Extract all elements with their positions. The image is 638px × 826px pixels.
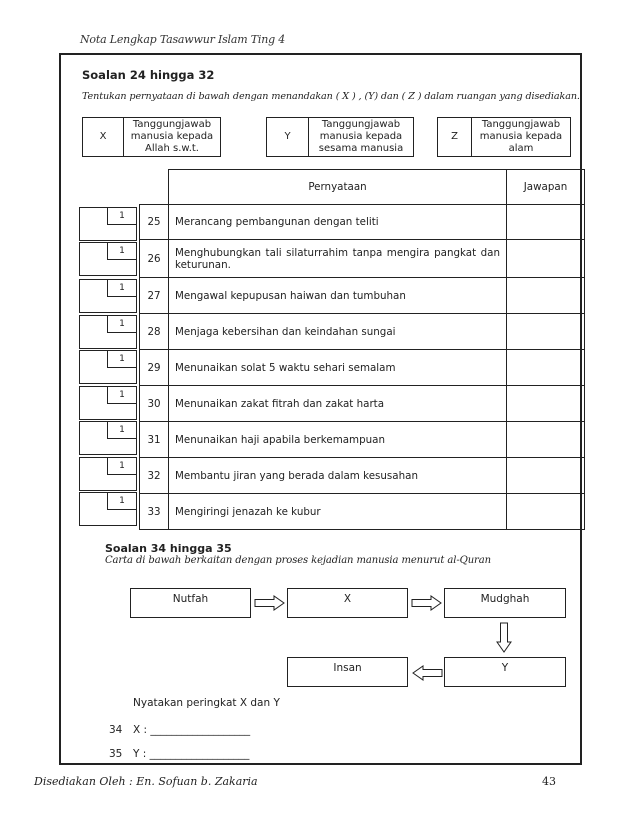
row-statement: Menunaikan haji apabila berkemampuan (169, 422, 507, 458)
legend-key-z: Z (437, 117, 472, 157)
table-row (140, 278, 585, 314)
mark-value: 1 (107, 242, 136, 260)
mark-value: 1 (107, 350, 136, 368)
section1-instruction: Tentukan pernyataan di bawah dengan menandakan ( X ) , (Y) dan ( Z ) dalam ruangan yang disediakan. (82, 91, 580, 102)
mark-box (79, 315, 137, 349)
section2-subtitle: Carta di bawah berkaitan dengan proses kejadian manusia menurut al-Quran (105, 555, 491, 566)
row-number: 33 (140, 494, 169, 530)
row-statement: Menjaga kebersihan dan keindahan sungai (169, 314, 507, 350)
row-number: 28 (140, 314, 169, 350)
answer-cell[interactable] (507, 240, 585, 278)
row-statement: Menunaikan solat 5 waktu sehari semalam (169, 350, 507, 386)
mark-box (79, 386, 137, 420)
answer-cell[interactable] (507, 458, 585, 494)
row-statement: Merancang pembangunan dengan teliti (169, 205, 507, 240)
table-row (140, 422, 585, 458)
arrow-right-icon (254, 595, 286, 611)
answer-cell[interactable] (507, 386, 585, 422)
flow-box-y: Y (444, 657, 566, 687)
row-number: 25 (140, 205, 169, 240)
arrow-down-icon (496, 622, 512, 654)
answer-cell[interactable] (507, 278, 585, 314)
statement-table (139, 169, 585, 530)
mark-box (79, 492, 137, 526)
page-number: 43 (542, 775, 556, 788)
mark-value: 1 (107, 457, 136, 475)
footer-author: Disediakan Oleh : En. Sofuan b. Zakaria (34, 775, 258, 788)
table-row (140, 205, 585, 240)
mark-value: 1 (107, 315, 136, 333)
legend-text-z: Tanggungjawab manusia kepada alam (471, 117, 571, 157)
mark-box (79, 279, 137, 313)
arrow-right-icon (411, 595, 443, 611)
table-row (140, 240, 585, 278)
row-statement: Mengawal kepupusan haiwan dan tumbuhan (169, 278, 507, 314)
answer-cell[interactable] (507, 422, 585, 458)
page-header-title: Nota Lengkap Tasawwur Islam Ting 4 (80, 33, 286, 46)
mark-value: 1 (107, 207, 136, 225)
flow-box-nutfah: Nutfah (130, 588, 251, 618)
question-prompt: Nyatakan peringkat X dan Y (133, 697, 280, 709)
row-number: 27 (140, 278, 169, 314)
row-statement: Menghubungkan tali silaturrahim tanpa mengira pangkat dan keturunan. (169, 240, 507, 278)
mark-value: 1 (107, 421, 136, 439)
section1-title: Soalan 24 hingga 32 (82, 68, 215, 82)
row-statement: Mengiringi jenazah ke kubur (169, 494, 507, 530)
table-row (140, 494, 585, 530)
row-statement: Menunaikan zakat fitrah dan zakat harta (169, 386, 507, 422)
table-header-row (140, 170, 585, 205)
section2-title: Soalan 34 hingga 35 (105, 542, 232, 555)
answer-cell[interactable] (507, 205, 585, 240)
mark-value: 1 (107, 492, 136, 510)
mark-box (79, 207, 137, 241)
answer-cell[interactable] (507, 350, 585, 386)
mark-box (79, 421, 137, 455)
flow-box-mudghah: Mudghah (444, 588, 566, 618)
row-number: 32 (140, 458, 169, 494)
question-34-answer-line[interactable]: X : ___________________ (133, 724, 251, 736)
legend-key-x: X (82, 117, 124, 157)
row-number: 31 (140, 422, 169, 458)
answer-cell[interactable] (507, 314, 585, 350)
row-number: 29 (140, 350, 169, 386)
question-number: 34 (109, 724, 123, 736)
flow-box-x: X (287, 588, 408, 618)
question-35-answer-line[interactable]: Y : ___________________ (133, 748, 250, 760)
legend-key-y: Y (266, 117, 309, 157)
mark-box (79, 457, 137, 491)
mark-value: 1 (107, 279, 136, 297)
row-number: 30 (140, 386, 169, 422)
row-number: 26 (140, 240, 169, 278)
row-statement: Membantu jiran yang berada dalam kesusahan (169, 458, 507, 494)
legend-text-x: Tanggungjawab manusia kepada Allah s.w.t. (123, 117, 221, 157)
mark-value: 1 (107, 386, 136, 404)
mark-box (79, 242, 137, 276)
flow-box-insan: Insan (287, 657, 408, 687)
header-statement: Pernyataan (169, 170, 507, 205)
table-row (140, 314, 585, 350)
legend-text-y: Tanggungjawab manusia kepada sesama manusia (308, 117, 414, 157)
table-row (140, 458, 585, 494)
header-answer: Jawapan (507, 170, 585, 205)
answer-cell[interactable] (507, 494, 585, 530)
mark-box (79, 350, 137, 384)
question-number: 35 (109, 748, 123, 760)
table-row (140, 350, 585, 386)
arrow-left-icon (411, 665, 443, 681)
table-row (140, 386, 585, 422)
